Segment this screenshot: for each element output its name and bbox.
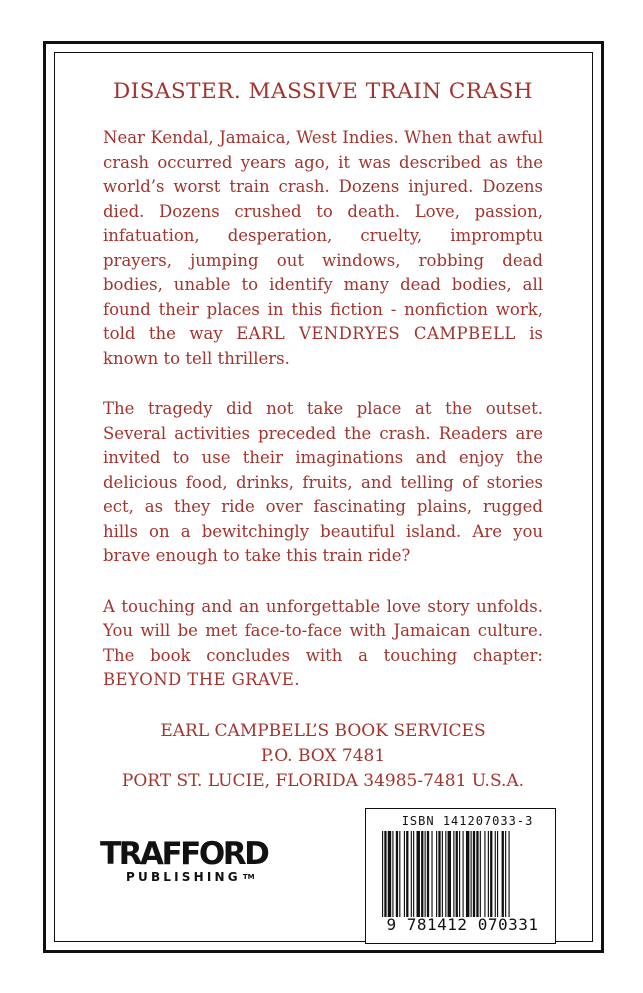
isbn-label: ISBN 141207033-3 <box>401 814 534 828</box>
barcode-bar <box>471 831 472 917</box>
barcode-bar <box>473 831 475 917</box>
barcode-bar <box>417 831 420 917</box>
paragraph-1-text-b: is known to tell thrillers. <box>103 324 543 368</box>
trafford-logo <box>100 836 268 884</box>
barcode-bar <box>396 831 398 917</box>
address-line-2: P.O. BOX 7481 <box>260 745 386 766</box>
logo-subtitle <box>126 870 260 884</box>
logo-wordmark: TRAFFORD <box>100 836 268 872</box>
barcode-bar <box>497 831 498 917</box>
trademark-mark: TM <box>242 873 255 881</box>
barcode-bar <box>436 831 437 917</box>
barcode-bar <box>392 831 393 917</box>
barcode-bar <box>509 831 510 917</box>
paragraph-1-text-a: Near Kendal, Jamaica, West Indies. When that awful crash occurred years ago, it was described as the world’s worst train crash. Dozens injured. Dozens died. Dozens crushed to death. Love, passion, infatuation, desperation, cruelty, impromptu prayers, jumping out windows, robbing dead bodies, unable to identify many dead bodies, all found their places in this fiction - nonfiction work, told the way <box>103 128 543 343</box>
logo-subtitle-text: PUBLISHING <box>126 870 241 884</box>
barcode-bar <box>388 831 391 917</box>
barcode-bar <box>476 831 478 917</box>
barcode <box>380 831 555 917</box>
paragraph-3 <box>103 595 543 693</box>
publisher-address <box>103 719 543 794</box>
barcode-bar <box>406 831 408 917</box>
author-name: EARL VENDRYES CAMPBELL <box>236 324 516 343</box>
barcode-bar <box>404 831 405 917</box>
paragraph-3-end: . <box>294 670 300 689</box>
barcode-bar <box>505 831 506 917</box>
barcode-bar <box>453 831 454 917</box>
address-line-3: PORT ST. LUCIE, FLORIDA 34985-7481 U.S.A. <box>121 770 525 791</box>
barcode-bar <box>488 831 489 917</box>
barcode-bar <box>438 831 440 917</box>
paragraph-2: The tragedy did not take place at the outset. Several activities preceded the crash. Readers are invited to use their imaginations and enjoy the delicious food, drinks, fruits, and telling of stories ect, as they ride over fascinating plains, rugged hills on a bewitchingly beautiful island. Are you brave enough to take this train ride? <box>103 399 543 565</box>
chapter-name: BEYOND THE GRAVE <box>103 670 295 689</box>
barcode-bar <box>459 831 460 917</box>
barcode-bar <box>495 831 496 917</box>
barcode-bar <box>442 831 443 917</box>
barcode-bar <box>448 831 451 917</box>
paragraph-1 <box>103 126 543 371</box>
cover-title: DISASTER. MASSIVE TRAIN CRASH <box>112 79 534 104</box>
barcode-bar <box>484 831 485 917</box>
barcode-bar <box>445 831 446 917</box>
barcode-bar <box>382 831 383 917</box>
barcode-bar <box>502 831 504 917</box>
barcode-bar <box>463 831 464 917</box>
barcode-bar <box>480 831 481 917</box>
barcode-bar <box>399 831 400 917</box>
barcode-bar <box>384 831 386 917</box>
barcode-bar <box>490 831 492 917</box>
barcode-bar <box>466 831 469 917</box>
barcode-bar <box>421 831 423 917</box>
back-cover-text <box>103 78 543 794</box>
barcode-digits: 9 781412 070331 <box>386 915 539 934</box>
paragraph-3-text: A touching and an unforgettable love story unfolds. You will be met face-to-face with Jamaican culture. The book concludes with a touching chapter: <box>103 596 543 665</box>
barcode-bar <box>456 831 458 917</box>
barcode-bar <box>431 831 432 917</box>
address-line-1: EARL CAMPBELL’S BOOK SERVICES <box>160 720 486 741</box>
barcode-bar <box>427 831 429 917</box>
barcode-bar <box>411 831 412 917</box>
barcode-bar <box>413 831 414 917</box>
barcode-bar <box>425 831 426 917</box>
